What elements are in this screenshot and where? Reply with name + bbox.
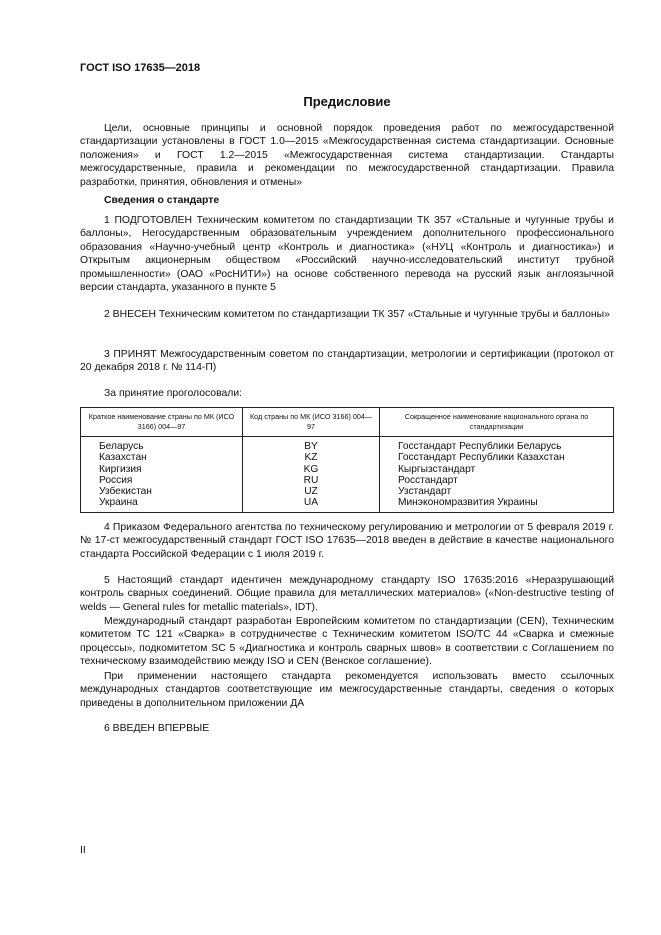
body-cell: Кыргызстандарт xyxy=(380,464,614,475)
table-header-row xyxy=(81,408,614,437)
body-cell: Росстандарт xyxy=(380,475,614,486)
page-number: II xyxy=(80,845,86,856)
country-cell: Узбекистан xyxy=(81,486,243,497)
column-header-body: Сокращенное наименование национального органа по стандартизации xyxy=(380,408,614,437)
code-cell: BY xyxy=(243,437,380,453)
table-row xyxy=(81,497,614,512)
code-cell: UZ xyxy=(243,486,380,497)
body-cell: Минэкономразвития Украины xyxy=(380,497,614,512)
column-header-country: Краткое наименование страны по МК (ИСО 3166) 004—97 xyxy=(81,408,243,437)
document-code: ГОСТ ISO 17635—2018 xyxy=(80,62,201,74)
item-5-origin-paragraph: Международный стандарт разработан Европейским комитетом по стандартизации (CEN), Техническим комитетом ТС 121 «Сварка» в сотрудничестве с Техническим комитетом ISO/TC 44 «Сварка и смежные процессы», подкомитетом SC 5 «Диагностика и контроль сварных швов» в соответствии с Соглашением по техническому взаимодействию между ISO и CEN (Венское соглашение). xyxy=(80,616,614,668)
voting-table xyxy=(80,407,614,513)
item-6-paragraph: 6 ВВЕДЕН ВПЕРВЫЕ xyxy=(104,723,210,734)
body-cell: Госстандарт Республики Казахстан xyxy=(380,452,614,463)
item-3-paragraph: 3 ПРИНЯТ Межгосударственным советом по стандартизации, метрологии и сертификации (протокол от 20 декабря 2018 г. № 114-П) xyxy=(80,349,614,374)
column-header-code: Код страны по МК (ИСО 3166) 004—97 xyxy=(243,408,380,437)
intro-paragraph: Цели, основные принципы и основной порядок проведения работ по межгосударственной стандартизации установлены в ГОСТ 1.0—2015 «Межгосударственная система стандартизации. Основные положения» и ГОСТ 1.2—2015 «Межгосударственная система стандартизации. Стандарты межгосударственные, правила и рекомендации по межгосударственной стандартизации. Правила разработки, принятия, обновления и отмены» xyxy=(80,123,614,188)
item-2-paragraph: 2 ВНЕСЕН Техническим комитетом по стандартизации ТК 357 «Стальные и чугунные трубы и баллоны» xyxy=(104,309,610,320)
body-cell: Госстандарт Республики Беларусь xyxy=(380,437,614,453)
code-cell: KG xyxy=(243,464,380,475)
code-cell: UA xyxy=(243,497,380,512)
voted-label: За принятие проголосовали: xyxy=(104,388,243,399)
country-cell: Россия xyxy=(81,475,243,486)
table-row xyxy=(81,437,614,453)
country-cell: Украина xyxy=(81,497,243,512)
section-heading: Сведения о стандарте xyxy=(104,195,220,206)
item-5-paragraph: 5 Настоящий стандарт идентичен международному стандарту ISO 17635:2016 «Неразрушающий контроль сварных соединений. Общие правила для металлических материалов» («Non-destructive testing of welds — General rules for metallic materials», IDT). xyxy=(80,575,614,613)
country-cell: Киргизия xyxy=(81,464,243,475)
country-cell: Беларусь xyxy=(81,437,243,453)
item-1-paragraph: 1 ПОДГОТОВЛЕН Техническим комитетом по стандартизации ТК 357 «Стальные и чугунные трубы и баллоны», Негосударственным образовательным учреждением дополнительного профессионального образования «Научно-учебный центр «Контроль и диагностика» («НУЦ «Контроль и диагностика») и Открытым акционерным обществом «Российский научно-исследовательский институт трубной промышленности» (ОАО «РосНИТИ») на основе собственного перевода на русский язык англоязычной версии стандарта, указанного в пункте 5 xyxy=(80,215,614,294)
item-5-usage-paragraph: При применении настоящего стандарта рекомендуется использовать вместо ссылочных международных стандартов соответствующие им межгосударственные стандарты, сведения о которых приведены в дополнительном приложении ДА xyxy=(80,671,614,709)
table-row xyxy=(81,452,614,463)
code-cell: KZ xyxy=(243,452,380,463)
code-cell: RU xyxy=(243,475,380,486)
country-cell: Казахстан xyxy=(81,452,243,463)
item-4-paragraph: 4 Приказом Федерального агентства по техническому регулированию и метрологии от 5 февраля 2019 г. № 17-ст межгосударственный стандарт ГОСТ ISO 17635—2018 введен в действие в качестве национального стандарта Российской Федерации с 1 июля 2019 г. xyxy=(80,522,614,560)
table-row xyxy=(81,475,614,486)
table-row xyxy=(81,486,614,497)
table-row xyxy=(81,464,614,475)
body-cell: Узстандарт xyxy=(380,486,614,497)
page-title: Предисловие xyxy=(303,94,391,109)
